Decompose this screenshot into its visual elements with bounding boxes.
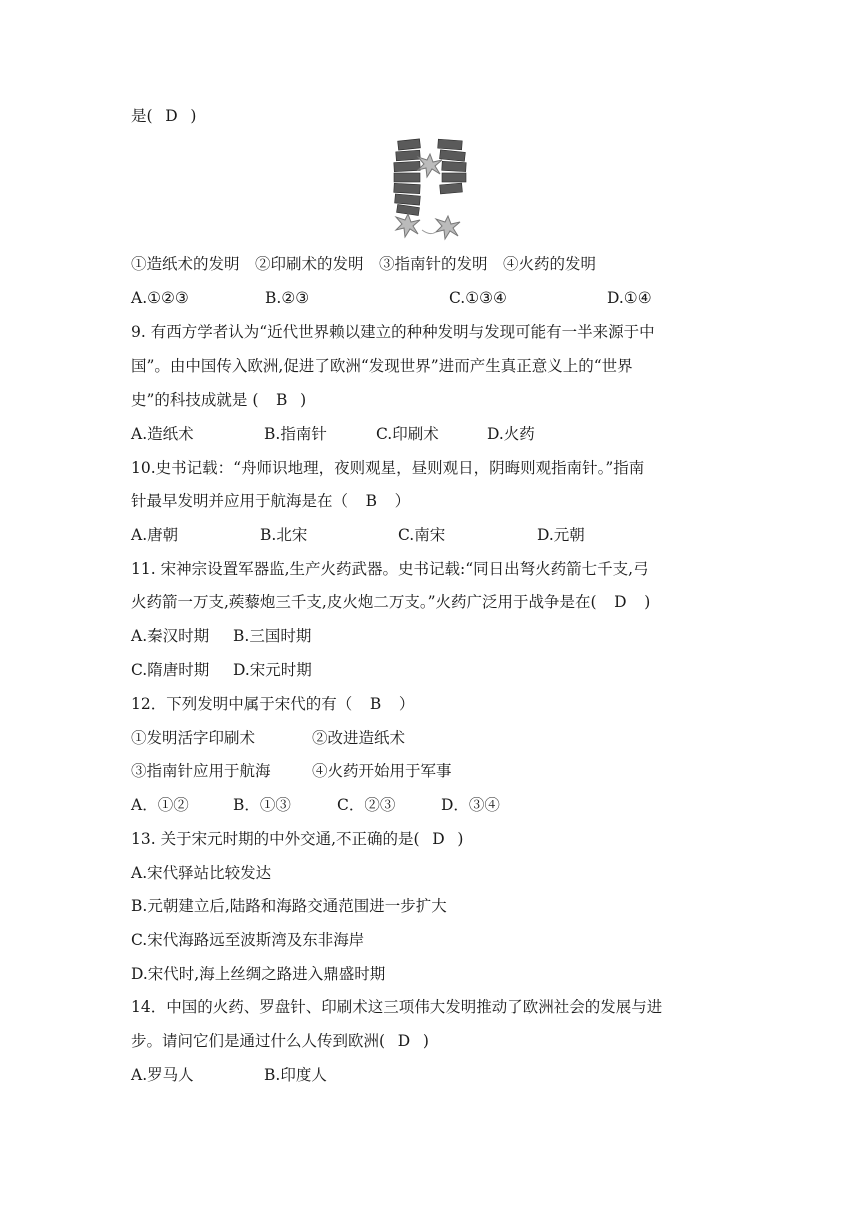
q9-option-d: D.火药 [487, 425, 535, 443]
q10-option-a: A.唐朝 [131, 526, 179, 544]
q8-option-d: D.①④ [607, 289, 652, 307]
q9-option-c: C.印刷术 [376, 425, 439, 443]
q14-option-b: B.印度人 [264, 1066, 327, 1084]
q13-option-a: A.宋代驿站比较发达 [131, 864, 272, 882]
q13-line-1: 13. 关于宋元时期的中外交通,不正确的是( D ) [131, 830, 464, 848]
q11-option-c: C.隋唐时期 [131, 661, 210, 679]
q8-option-c: C.①③④ [449, 289, 507, 307]
q9-option-b: B.指南针 [264, 425, 327, 443]
q12-statement-4: ④火药开始用于军事 [312, 762, 452, 780]
q12-option-c: C．②③ [337, 796, 396, 814]
q14-option-a: A.罗马人 [131, 1066, 194, 1084]
q9-option-a: A.造纸术 [131, 425, 194, 443]
q9-line-3: 史”的科技成就是 ( B ) [131, 391, 307, 409]
q9-line-2: 国”。由中国传入欧洲,促进了欧洲“发现世界”进而产生真正意义上的“世界 [131, 357, 633, 375]
q12-line-1: 12．下列发明中属于宋代的有（ B ） [131, 695, 415, 713]
q12-statement-3: ③指南针应用于航海 [131, 762, 271, 780]
q8-option-b: B.②③ [265, 289, 310, 307]
q8-statements: ①造纸术的发明 ②印刷术的发明 ③指南针的发明 ④火药的发明 [131, 255, 597, 273]
firecracker-string-icon [382, 134, 478, 246]
q13-option-d: D.宋代时,海上丝绸之路进入鼎盛时期 [131, 965, 386, 983]
q10-line-1: 10.史书记载：“舟师识地理，夜则观星，昼则观日，阴晦则观指南针。”指南 [131, 459, 645, 477]
q11-option-d: D.宋元时期 [233, 661, 312, 679]
q10-line-2: 针最早发明并应用于航海是在（ B ） [131, 492, 411, 510]
q12-option-a: A．①② [131, 796, 189, 814]
q9-line-1: 9. 有西方学者认为“近代世界赖以建立的种种发明与发现可能有一半来源于中 [131, 323, 655, 341]
q11-option-a: A.秦汉时期 [131, 627, 210, 645]
q11-option-b: B.三国时期 [233, 627, 312, 645]
q12-statement-1: ①发明活字印刷术 [131, 729, 256, 747]
q14-line-2: 步。请问它们是通过什么人传到欧洲( D ) [131, 1032, 429, 1050]
q11-line-2: 火药箭一万支,蒺藜炮三千支,皮火炮二万支。”火药广泛用于战争是在( D ) [131, 593, 651, 611]
q12-statement-2: ②改进造纸术 [312, 729, 406, 747]
q10-option-b: B.北宋 [260, 526, 308, 544]
q13-option-c: C.宋代海路远至波斯湾及东非海岸 [131, 931, 365, 949]
q10-option-d: D.元朝 [537, 526, 585, 544]
q14-line-1: 14．中国的火药、罗盘针、印刷术这三项伟大发明推动了欧洲社会的发展与进 [131, 998, 663, 1016]
q12-option-d: D．③④ [441, 796, 500, 814]
q12-option-b: B．①③ [233, 796, 291, 814]
q10-option-c: C.南宋 [398, 526, 446, 544]
q11-line-1: 11. 宋神宗设置军器监,生产火药武器。史书记载:“同日出弩火药箭七千支,弓 [131, 560, 649, 578]
q13-option-b: B.元朝建立后,陆路和海路交通范围进一步扩大 [131, 897, 447, 915]
q8-stem-tail: 是( D ) [131, 107, 197, 125]
q8-option-a: A.①②③ [131, 289, 189, 307]
